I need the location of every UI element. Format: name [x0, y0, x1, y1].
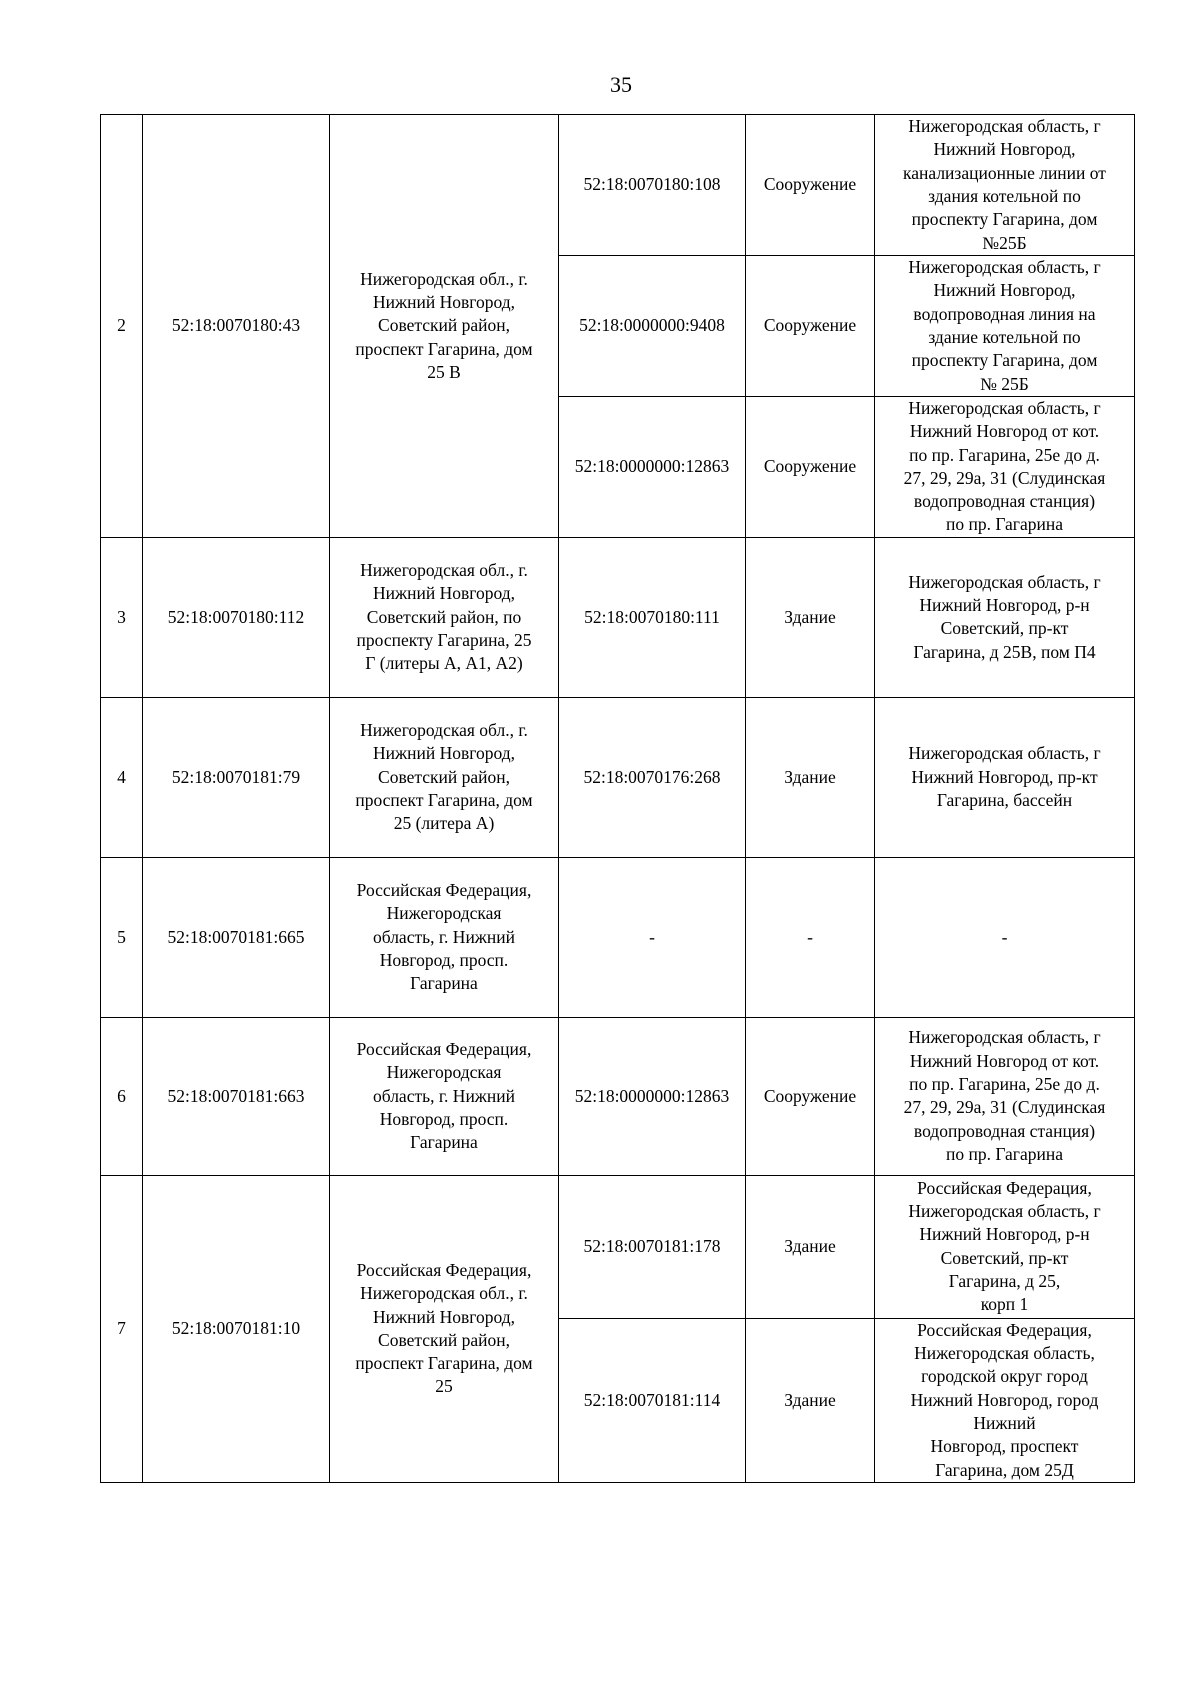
object-cadastral-number: 52:18:0000000:9408 [559, 256, 746, 397]
table-row [101, 537, 1135, 697]
object-address: Нижегородская область, г Нижний Новгород от кот. по пр. Гагарина, 25е до д. 27, 29, 29а, 31 (Слудинская водопроводная станция) по пр. Гагарина [875, 397, 1135, 538]
plot-cadastral-number: 52:18:0070181:665 [143, 857, 330, 1017]
row-number: 4 [101, 697, 143, 857]
table-row [101, 115, 1135, 256]
row-number: 2 [101, 115, 143, 538]
object-address: Нижегородская область, г Нижний Новгород, пр-кт Гагарина, бассейн [875, 697, 1135, 857]
object-address: - [875, 857, 1135, 1017]
object-cadastral-number: 52:18:0070180:108 [559, 115, 746, 256]
object-cadastral-number: 52:18:0070181:114 [559, 1318, 746, 1482]
plot-address: Российская Федерация, Нижегородская область, г. Нижний Новгород, просп. Гагарина [330, 857, 559, 1017]
table-row [101, 697, 1135, 857]
row-number: 3 [101, 537, 143, 697]
row-number: 6 [101, 1017, 143, 1175]
plot-cadastral-number: 52:18:0070181:663 [143, 1017, 330, 1175]
object-type: Здание [746, 1318, 875, 1482]
land-plots-table [100, 114, 1135, 1483]
object-type: Здание [746, 697, 875, 857]
object-type: Сооружение [746, 397, 875, 538]
plot-address: Российская Федерация, Нижегородская область, г. Нижний Новгород, просп. Гагарина [330, 1017, 559, 1175]
plot-address: Нижегородская обл., г. Нижний Новгород, Советский район, по проспекту Гагарина, 25 Г (литеры А, А1, А2) [330, 537, 559, 697]
table-row [101, 1017, 1135, 1175]
object-type: Сооружение [746, 256, 875, 397]
object-address: Нижегородская область, г Нижний Новгород, водопроводная линия на здание котельной по проспекту Гагарина, дом № 25Б [875, 256, 1135, 397]
object-address: Российская Федерация, Нижегородская область, городской округ город Нижний Новгород, город Нижний Новгород, проспект Гагарина, дом 25Д [875, 1318, 1135, 1482]
row-number: 5 [101, 857, 143, 1017]
row-number: 7 [101, 1175, 143, 1482]
plot-address: Российская Федерация, Нижегородская обл., г. Нижний Новгород, Советский район, проспект Гагарина, дом 25 [330, 1175, 559, 1482]
object-cadastral-number: - [559, 857, 746, 1017]
object-address: Российская Федерация, Нижегородская область, г Нижний Новгород, р-н Советский, пр-кт Гагарина, д 25, корп 1 [875, 1175, 1135, 1318]
plot-cadastral-number: 52:18:0070180:112 [143, 537, 330, 697]
plot-cadastral-number: 52:18:0070181:79 [143, 697, 330, 857]
object-address: Нижегородская область, г Нижний Новгород, р-н Советский, пр-кт Гагарина, д 25В, пом П4 [875, 537, 1135, 697]
object-cadastral-number: 52:18:0070176:268 [559, 697, 746, 857]
table-row [101, 857, 1135, 1017]
object-type: Здание [746, 537, 875, 697]
object-cadastral-number: 52:18:0000000:12863 [559, 397, 746, 538]
object-type: Сооружение [746, 115, 875, 256]
object-cadastral-number: 52:18:0000000:12863 [559, 1017, 746, 1175]
object-type: - [746, 857, 875, 1017]
object-type: Здание [746, 1175, 875, 1318]
plot-cadastral-number: 52:18:0070180:43 [143, 115, 330, 538]
object-type: Сооружение [746, 1017, 875, 1175]
table-row [101, 1175, 1135, 1318]
plot-address: Нижегородская обл., г. Нижний Новгород, Советский район, проспект Гагарина, дом 25 В [330, 115, 559, 538]
plot-address: Нижегородская обл., г. Нижний Новгород, Советский район, проспект Гагарина, дом 25 (литера А) [330, 697, 559, 857]
plot-cadastral-number: 52:18:0070181:10 [143, 1175, 330, 1482]
object-address: Нижегородская область, г Нижний Новгород от кот. по пр. Гагарина, 25е до д. 27, 29, 29а, 31 (Слудинская водопроводная станция) по пр. Гагарина [875, 1017, 1135, 1175]
object-address: Нижегородская область, г Нижний Новгород, канализационные линии от здания котельной по проспекту Гагарина, дом №25Б [875, 115, 1135, 256]
page-number: 35 [610, 72, 632, 97]
object-cadastral-number: 52:18:0070180:111 [559, 537, 746, 697]
object-cadastral-number: 52:18:0070181:178 [559, 1175, 746, 1318]
